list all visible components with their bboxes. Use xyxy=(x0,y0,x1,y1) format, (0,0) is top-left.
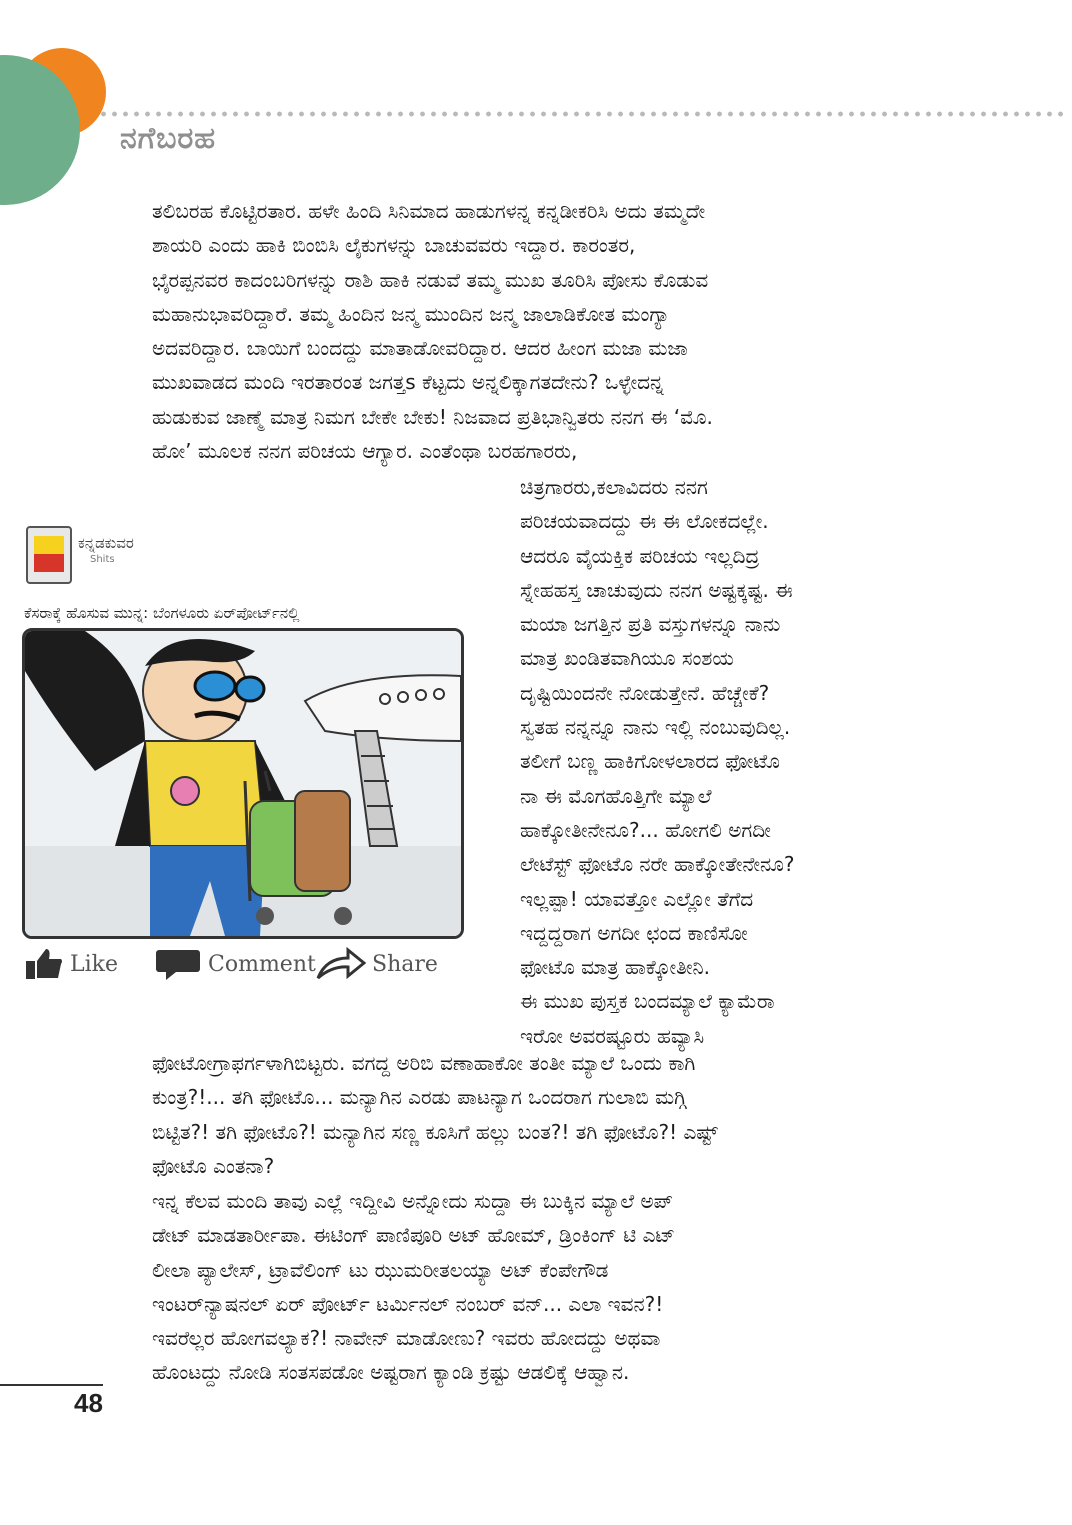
dotted-header-rule xyxy=(98,111,1066,117)
page-number: 48 xyxy=(74,1388,103,1418)
facebook-post-cartoon xyxy=(18,520,470,995)
article-paragraph-4: ಇನ್ನ ಕೆಲವ ಮಂದಿ ತಾವು ಎಲ್ಲೆ ಇದ್ದೀವಿ ಅನ್ನೋದು ಸುದ್ದಾ ಈ ಬುಕ್ಕಿನ ಮ್ಯಾಲೆ ಅಪ್ ಡೇಟ್ ಮಾಡತಾರ್ರೀಪಾ. ಈಟಿಂಗ್ ಪಾಣಿಪೂರಿ ಅಟ್ ಹೋಮ್, ಡ್ರಿಂಕಿಂಗ್ ಟಿ ಎಟ್ ಲೀಲಾ ಪ್ಯಾಲೇಸ್, ಟ್ರಾವೆಲಿಂಗ್ ಟು ಝುಮರೀತಲಯ್ಯಾ ಅಟ್ ಕೆಂಪೇಗೌಡ ಇಂಟರ್‌ನ್ಯಾಷನಲ್ ಏರ್ ಪೋರ್ಟ್ ಟರ್ಮಿನಲ್ ನಂಬರ್ ವನ್... ಎಲಾ ಇವನ?! ಇವರೆಲ್ಲರ ಹೋಗವಲ್ಯಾಕ?! ನಾವೇನ್ ಮಾಡೋಣು? ಇವರು ಹೋದದ್ದು ಅಥವಾ ಹೊಂಟದ್ದು ನೋಡಿ ಸಂತಸಪಡೋ ಅಷ್ಟರಾಗ ಕ್ಯಾಂಡಿ ಕ್ರಷ್ಟು ಆಡಲಿಕ್ಕೆ ಆಹ್ವಾನ. xyxy=(152,1189,675,1385)
comment-label: Comment xyxy=(208,951,316,977)
fb-action-bar xyxy=(24,944,464,984)
comment-bubble-icon xyxy=(154,947,202,981)
fb-page-subtitle: Shits xyxy=(90,554,115,565)
traveler-cartoon-illustration xyxy=(25,631,461,936)
fb-post-caption: ಕೆಸರಾಕ್ಕೆ ಹೊಸುವ ಮುನ್ನ: ಬೆಂಗಳೂರು ಏರ್‌ಪೋರ್ಟ್‌ನಲ್ಲಿ xyxy=(24,604,300,622)
article-paragraph-3: ಫೋಟೋಗ್ರಾಫರ್ಗಳಾಗಿಬಿಟ್ಟರು. ವಗದ್ದ ಅರಿಬಿ ವಣಾಹಾಕೋ ತಂತೀ ಮ್ಯಾಲೆ ಒಂದು ಕಾಗಿ ಕುಂತ್ರ?!... ತಗಿ ಫೋಟೊ... ಮನ್ಯಾಗಿನ ಎರಡು ಪಾಟನ್ಯಾಗ ಒಂದರಾಗ ಗುಲಾಬಿ ಮಗ್ಗಿ ಬಿಟ್ಟಿತ?! ತಗಿ ಫೋಟೊ?! ಮನ್ಯಾಗಿನ ಸಣ್ಣ ಕೂಸಿಗೆ ಹಲ್ಲು ಬಂತ?! ತಗಿ ಫೋಟೊ?! ಎಷ್ಟ್ ಫೋಟೊ ಎಂತನಾ? xyxy=(152,1051,718,1178)
thumbs-up-icon xyxy=(24,947,64,981)
like-label: Like xyxy=(70,951,118,977)
fb-page-name: ಕನ್ನಡಕುವರ xyxy=(78,534,134,552)
share-label: Share xyxy=(372,951,438,977)
footer-rule xyxy=(0,1384,103,1386)
section-title: ನಗೆಬರಹ xyxy=(120,121,217,156)
article-paragraph-2: ಚಿತ್ರಗಾರರು,ಕಲಾವಿದರು ನನಗ ಪರಿಚಯವಾದದ್ದು ಈ ಈ ಲೋಕದಲ್ಲೇ. ಆದರೂ ವೈಯಕ್ತಿಕ ಪರಿಚಯ ಇಲ್ಲದಿದ್ರ ಸ್ನೇಹಹಸ್ತ ಚಾಚುವುದು ನನಗ ಅಷ್ಟಕ್ಕಷ್ಟ. ಈ ಮಯಾ ಜಗತ್ತಿನ ಪ್ರತಿ ವಸ್ತುಗಳನ್ನೂ ನಾನು ಮಾತ್ರ ಖಂಡಿತವಾಗಿಯೂ ಸಂಶಯ ದೃಷ್ಟಿಯಿಂದನೇ ನೋಡುತ್ತೇನೆ. ಹೆಚ್ಚೇಕೆ? ಸ್ವತಹ ನನ್ನನ್ನೂ ನಾನು ಇಲ್ಲಿ ನಂಬುವುದಿಲ್ಲ. ತಲೀಗೆ ಬಣ್ಣ ಹಾಕಿಗೋಳಲಾರದ ಫೋಟೊ ನಾ ಈ ಮೊಗಹೊತ್ತಿಗೇ ಮ್ಯಾಲೆ ಹಾಕ್ಕೋತೀನೇನೂ?... ಹೋಗಲಿ ಅಗದೀ ಲೇಟೆಸ್ಟ್ ಫೋಟೊ ನರೇ ಹಾಕ್ಕೋತೇನೇನೂ? ಇಲ್ಲಪ್ಪಾ! ಯಾವತ್ತೋ ಎಲ್ಲೋ ತೆಗೆದ ಇದ್ದದ್ದರಾಗ ಅಗದೀ ಛಂದ ಕಾಣಿಸೋ ಫೋಟೊ ಮಾತ್ರ ಹಾಕ್ಕೋತೀನಿ. ಈ ಮುಖ ಪುಸ್ತಕ ಬಂದಮ್ಯಾಲೆ ಕ್ಯಾಮೆರಾ ಇರೋ ಅವರಷ್ಟೂರು ಹವ್ಯಾಸಿ xyxy=(520,475,795,1048)
share-button[interactable] xyxy=(314,944,438,984)
comment-button[interactable] xyxy=(154,944,316,984)
flag-red-band xyxy=(34,554,64,572)
article-paragraph-1: ತಲಿಬರಹ ಕೊಟ್ಟಿರತಾರ. ಹಳೇ ಹಿಂದಿ ಸಿನಿಮಾದ ಹಾಡುಗಳನ್ನ ಕನ್ನಡೀಕರಿಸಿ ಅದು ತಮ್ಮದೇ ಶಾಯರಿ ಎಂದು ಹಾಕಿ ಬಿಂಬಿಸಿ ಲೈಕುಗಳನ್ನು ಬಾಚುವವರು ಇದ್ದಾರ. ಕಾರಂತರ, ಭೈರಪ್ಪನವರ ಕಾದಂಬರಿಗಳನ್ನು ರಾಶಿ ಹಾಕಿ ನಡುವೆ ತಮ್ಮ ಮುಖ ತೂರಿಸಿ ಪೋಸು ಕೊಡುವ ಮಹಾನುಭಾವರಿದ್ದಾರೆ. ತಮ್ಮ ಹಿಂದಿನ ಜನ್ಮ ಮುಂದಿನ ಜನ್ಮ ಜಾಲಾಡಿಕೋತ ಮಂಗ್ಯಾ ಅದವರಿದ್ದಾರ. ಬಾಯಿಗೆ ಬಂದದ್ದು ಮಾತಾಡೋವರಿದ್ದಾರ. ಆದರ ಹೀಂಗ ಮಜಾ ಮಜಾ ಮುಖವಾಡದ ಮಂದಿ ಇರತಾರಂತ ಜಗತ್ತs ಕೆಟ್ಟದು ಅನ್ನಲಿಕ್ಕಾಗತದೇನು? ಒಳ್ಳೇದನ್ನ ಹುಡುಕುವ ಜಾಣ್ಮೆ ಮಾತ್ರ ನಿಮಗ ಬೇಕೇ ಬೇಕು! ನಿಜವಾದ ಪ್ರತಿಭಾನ್ವಿತರು ನನಗ ಈ ‘ಮೊ. ಹೋ’ ಮೂಲಕ ನನಗ ಪರಿಚಯ ಆಗ್ಯಾರ. ಎಂತೆಂಥಾ ಬರಹಗಾರರು, xyxy=(152,199,713,464)
page-logo xyxy=(26,526,72,584)
cartoon-photo xyxy=(22,628,464,939)
like-button[interactable] xyxy=(24,944,118,984)
flag-yellow-band xyxy=(34,536,64,554)
share-arrow-icon xyxy=(314,946,366,982)
